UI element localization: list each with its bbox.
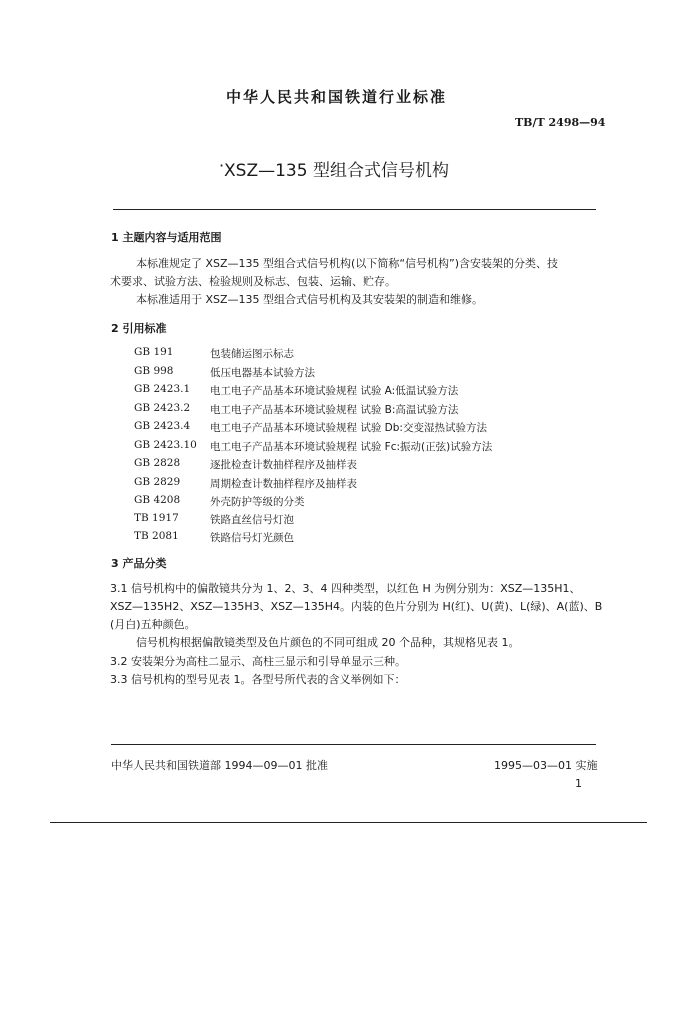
issuing-agency: 中华人民共和国铁道行业标准 bbox=[225, 88, 447, 106]
reference-code: GB 191 bbox=[134, 346, 174, 358]
reference-code: TB 2081 bbox=[134, 530, 179, 542]
footer-rule bbox=[111, 744, 596, 745]
reference-title: 周期检查计数抽样程序及抽样表 bbox=[210, 478, 357, 490]
reference-title: 铁路直丝信号灯泡 bbox=[210, 514, 294, 526]
section-1-para-1-line-1: 本标准规定了 XSZ—135 型组合式信号机构(以下简称“信号机构”)含安装架的分类、技 bbox=[136, 257, 559, 270]
section-1-heading: 1 主题内容与适用范围 bbox=[111, 231, 222, 244]
document-title: XSZ—135 型组合式信号机构 bbox=[224, 161, 449, 181]
reference-title: 电工电子产品基本环境试验规程 试验 Db:交变湿热试验方法 bbox=[210, 422, 487, 434]
clause-3-2: 3.2 安装架分为高柱二显示、高柱三显示和引导单显示三种。 bbox=[110, 655, 406, 668]
reference-code: TB 1917 bbox=[134, 512, 179, 524]
title-rule bbox=[113, 209, 596, 210]
reference-code: GB 2423.1 bbox=[134, 383, 191, 395]
clause-3-1-para-2: 信号机构根据偏散镜类型及色片颜色的不同可组成 20 个品种，其规格见表 1。 bbox=[136, 636, 520, 649]
reference-code: GB 2828 bbox=[134, 457, 181, 469]
clause-3-1-line-3: (月白)五种颜色。 bbox=[110, 618, 196, 631]
title-mark: · bbox=[219, 156, 225, 175]
clause-3-1-line-1: 3.1 信号机构中的偏散镜共分为 1、2、3、4 四种类型，以红色 H 为例分别为：XSZ—135H1、 bbox=[110, 582, 581, 595]
reference-title: 电工电子产品基本环境试验规程 试验 Fc:振动(正弦)试验方法 bbox=[210, 441, 493, 453]
clause-3-3: 3.3 信号机构的型号见表 1。各型号所代表的含义举例如下： bbox=[110, 673, 406, 686]
reference-code: GB 2423.4 bbox=[134, 420, 191, 432]
reference-code: GB 4208 bbox=[134, 494, 181, 506]
reference-title: 外壳防护等级的分类 bbox=[210, 496, 305, 508]
section-2-heading: 2 引用标准 bbox=[111, 322, 167, 335]
reference-title: 电工电子产品基本环境试验规程 试验 B:高温试验方法 bbox=[210, 404, 459, 416]
reference-title: 铁路信号灯光颜色 bbox=[210, 532, 294, 544]
reference-title: 电工电子产品基本环境试验规程 试验 A:低温试验方法 bbox=[210, 385, 459, 397]
reference-title: 逐批检查计数抽样程序及抽样表 bbox=[210, 459, 357, 471]
approval-note: 中华人民共和国铁道部 1994—09—01 批准 bbox=[111, 759, 328, 772]
reference-code: GB 998 bbox=[134, 365, 174, 377]
section-3-heading: 3 产品分类 bbox=[111, 557, 167, 570]
reference-code: GB 2829 bbox=[134, 476, 181, 488]
clause-3-1-line-2: XSZ—135H2、XSZ—135H3、XSZ—135H4。内装的色片分别为 H(红)、U(黄)、L(绿)、A(蓝)、B bbox=[110, 600, 603, 613]
page-number: 1 bbox=[575, 777, 582, 790]
section-1-para-1-line-2: 术要求、试验方法、检验规则及标志、包装、运输、贮存。 bbox=[110, 275, 396, 288]
standard-code: TB/T 2498—94 bbox=[515, 116, 606, 129]
effective-date: 1995—03—01 实施 bbox=[494, 759, 598, 772]
page-bottom-rule bbox=[50, 822, 647, 823]
reference-title: 低压电器基本试验方法 bbox=[210, 367, 315, 379]
section-1-para-2: 本标准适用于 XSZ—135 型组合式信号机构及其安装架的制造和维修。 bbox=[136, 293, 484, 306]
reference-code: GB 2423.10 bbox=[134, 439, 197, 451]
reference-code: GB 2423.2 bbox=[134, 402, 191, 414]
reference-title: 包装储运图示标志 bbox=[210, 348, 294, 360]
